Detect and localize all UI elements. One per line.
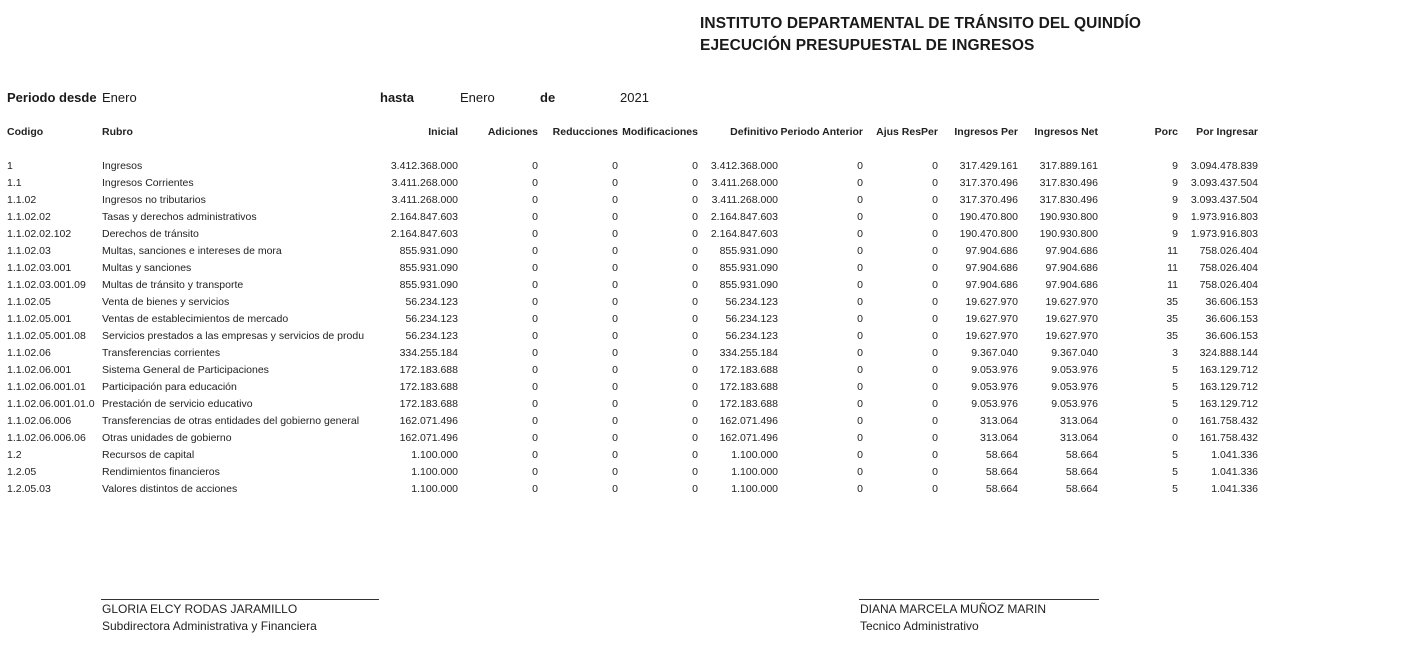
- cell-adiciones: 0: [532, 194, 538, 206]
- cell-ingresos-net: 19.627.970: [1045, 313, 1098, 325]
- cell-codigo: 1.1.02.06: [7, 347, 51, 359]
- cell-modificaciones: 0: [692, 160, 698, 172]
- cell-ingresos-per: 317.370.496: [959, 194, 1018, 206]
- cell-porc: 5: [1172, 398, 1178, 410]
- cell-modificaciones: 0: [692, 279, 698, 291]
- cell-periodo-anterior: 0: [857, 415, 863, 427]
- cell-inicial: 2.164.847.603: [390, 211, 458, 223]
- cell-por-ingresar: 324.888.144: [1199, 347, 1258, 359]
- cell-modificaciones: 0: [692, 398, 698, 410]
- cell-modificaciones: 0: [692, 381, 698, 393]
- cell-rubro: Valores distintos de acciones: [102, 483, 238, 495]
- cell-reducciones: 0: [612, 279, 618, 291]
- cell-rubro: Rendimientos financieros: [102, 466, 220, 478]
- cell-definitivo: 56.234.123: [725, 313, 778, 325]
- column-header-ingresos-net: Ingresos Net: [1034, 126, 1098, 138]
- cell-ingresos-net: 58.664: [1065, 449, 1098, 461]
- period-from-label: Periodo desde: [7, 90, 97, 105]
- period-from-value: Enero: [102, 90, 137, 105]
- column-header-inicial: Inicial: [428, 126, 458, 138]
- cell-rubro: Multas, sanciones e intereses de mora: [102, 245, 282, 257]
- cell-codigo: 1.1.02.06.001: [7, 364, 72, 376]
- cell-reducciones: 0: [612, 466, 618, 478]
- signature-line-right: [859, 599, 1099, 600]
- cell-ingresos-net: 190.930.800: [1039, 228, 1098, 240]
- cell-ajus-resper: 0: [932, 211, 938, 223]
- cell-rubro: Venta de bienes y servicios: [102, 296, 230, 308]
- cell-codigo: 1.1: [7, 177, 22, 189]
- cell-reducciones: 0: [612, 381, 618, 393]
- cell-inicial: 334.255.184: [399, 347, 458, 359]
- cell-adiciones: 0: [532, 313, 538, 325]
- cell-porc: 11: [1167, 245, 1178, 257]
- cell-ajus-resper: 0: [932, 466, 938, 478]
- cell-inicial: 3.411.268.000: [391, 194, 458, 206]
- cell-rubro: Tasas y derechos administrativos: [102, 211, 257, 223]
- cell-inicial: 162.071.496: [399, 432, 458, 444]
- cell-ingresos-net: 317.889.161: [1039, 160, 1098, 172]
- cell-por-ingresar: 3.093.437.504: [1190, 177, 1258, 189]
- cell-ajus-resper: 0: [932, 415, 938, 427]
- cell-inicial: 56.234.123: [405, 330, 458, 342]
- cell-inicial: 855.931.090: [399, 245, 458, 257]
- cell-inicial: 172.183.688: [399, 364, 458, 376]
- cell-rubro: Derechos de tránsito: [102, 228, 199, 240]
- cell-reducciones: 0: [612, 364, 618, 376]
- cell-ingresos-net: 97.904.686: [1045, 245, 1098, 257]
- cell-rubro: Servicios prestados a las empresas y servicios de produ: [102, 330, 365, 342]
- institution-name: INSTITUTO DEPARTAMENTAL DE TRÁNSITO DEL QUINDÍO: [700, 15, 1142, 32]
- cell-ajus-resper: 0: [932, 432, 938, 444]
- cell-adiciones: 0: [532, 228, 538, 240]
- cell-modificaciones: 0: [692, 245, 698, 257]
- cell-ajus-resper: 0: [932, 160, 938, 172]
- cell-ajus-resper: 0: [932, 330, 938, 342]
- cell-periodo-anterior: 0: [857, 194, 863, 206]
- cell-por-ingresar: 36.606.153: [1205, 313, 1258, 325]
- cell-ingresos-net: 9.053.976: [1051, 398, 1098, 410]
- cell-ingresos-per: 19.627.970: [965, 313, 1018, 325]
- cell-porc: 0: [1172, 415, 1178, 427]
- cell-inicial: 855.931.090: [399, 279, 458, 291]
- cell-codigo: 1.1.02.05: [7, 296, 51, 308]
- column-header-definitivo: Definitivo: [730, 126, 778, 138]
- cell-adiciones: 0: [532, 432, 538, 444]
- cell-porc: 0: [1172, 432, 1178, 444]
- cell-ingresos-net: 313.064: [1060, 432, 1098, 444]
- cell-ingresos-per: 317.429.161: [959, 160, 1018, 172]
- cell-adiciones: 0: [532, 296, 538, 308]
- cell-codigo: 1.1.02.02.102: [7, 228, 72, 240]
- cell-por-ingresar: 161.758.432: [1199, 432, 1258, 444]
- cell-por-ingresar: 758.026.404: [1199, 245, 1258, 257]
- cell-adiciones: 0: [532, 364, 538, 376]
- cell-ajus-resper: 0: [932, 398, 938, 410]
- signer-name-right: DIANA MARCELA MUÑOZ MARIN: [860, 602, 1047, 616]
- cell-ingresos-net: 19.627.970: [1045, 330, 1098, 342]
- cell-ajus-resper: 0: [932, 279, 938, 291]
- column-header-modificaciones: Modificaciones: [622, 126, 698, 138]
- cell-por-ingresar: 1.041.336: [1211, 449, 1258, 461]
- cell-ajus-resper: 0: [932, 449, 938, 461]
- cell-reducciones: 0: [612, 245, 618, 257]
- column-header-codigo: Codigo: [7, 126, 44, 138]
- cell-ingresos-per: 97.904.686: [965, 279, 1018, 291]
- period-year-label: de: [540, 90, 556, 105]
- cell-porc: 3: [1172, 347, 1178, 359]
- period-year-value: 2021: [620, 90, 649, 105]
- cell-inicial: 1.100.000: [411, 466, 458, 478]
- cell-ingresos-net: 317.830.496: [1039, 177, 1098, 189]
- column-header-reducciones: Reducciones: [552, 126, 618, 138]
- cell-modificaciones: 0: [692, 211, 698, 223]
- cell-definitivo: 855.931.090: [719, 262, 778, 274]
- cell-modificaciones: 0: [692, 466, 698, 478]
- cell-por-ingresar: 163.129.712: [1199, 398, 1258, 410]
- cell-inicial: 172.183.688: [399, 381, 458, 393]
- cell-ingresos-per: 317.370.496: [959, 177, 1018, 189]
- cell-ajus-resper: 0: [932, 364, 938, 376]
- cell-ingresos-per: 9.367.040: [971, 347, 1018, 359]
- cell-codigo: 1.1.02.06.001.01: [7, 381, 86, 393]
- cell-ingresos-per: 97.904.686: [965, 245, 1018, 257]
- cell-ingresos-per: 313.064: [980, 432, 1018, 444]
- cell-adiciones: 0: [532, 279, 538, 291]
- cell-definitivo: 56.234.123: [725, 330, 778, 342]
- cell-adiciones: 0: [532, 330, 538, 342]
- cell-ingresos-net: 97.904.686: [1045, 279, 1098, 291]
- cell-porc: 9: [1172, 194, 1178, 206]
- cell-periodo-anterior: 0: [857, 398, 863, 410]
- cell-codigo: 1.1.02.06.006.06: [7, 432, 86, 444]
- cell-ingresos-per: 9.053.976: [971, 398, 1018, 410]
- cell-adiciones: 0: [532, 211, 538, 223]
- cell-adiciones: 0: [532, 449, 538, 461]
- cell-codigo: 1.1.02.06.006: [7, 415, 72, 427]
- column-header-periodo-anterior: Periodo Anterior: [780, 126, 863, 138]
- cell-por-ingresar: 163.129.712: [1199, 364, 1258, 376]
- cell-ajus-resper: 0: [932, 381, 938, 393]
- cell-definitivo: 3.412.368.000: [710, 160, 778, 172]
- cell-por-ingresar: 36.606.153: [1205, 330, 1258, 342]
- cell-definitivo: 162.071.496: [719, 415, 778, 427]
- cell-codigo: 1.1.02.03.001: [7, 262, 72, 274]
- cell-inicial: 56.234.123: [405, 296, 458, 308]
- cell-ajus-resper: 0: [932, 347, 938, 359]
- cell-reducciones: 0: [612, 262, 618, 274]
- cell-porc: 9: [1172, 228, 1178, 240]
- cell-codigo: 1.1.02.05.001: [7, 313, 72, 325]
- cell-definitivo: 172.183.688: [719, 398, 778, 410]
- cell-adiciones: 0: [532, 415, 538, 427]
- cell-reducciones: 0: [612, 330, 618, 342]
- cell-ingresos-per: 58.664: [985, 466, 1018, 478]
- cell-reducciones: 0: [612, 449, 618, 461]
- cell-porc: 35: [1166, 296, 1178, 308]
- cell-porc: 5: [1172, 483, 1178, 495]
- cell-reducciones: 0: [612, 398, 618, 410]
- cell-periodo-anterior: 0: [857, 228, 863, 240]
- cell-reducciones: 0: [612, 194, 618, 206]
- cell-codigo: 1.2: [7, 449, 22, 461]
- cell-definitivo: 1.100.000: [731, 449, 778, 461]
- cell-rubro: Recursos de capital: [102, 449, 195, 461]
- cell-ajus-resper: 0: [932, 194, 938, 206]
- cell-inicial: 2.164.847.603: [390, 228, 458, 240]
- cell-codigo: 1.1.02.05.001.08: [7, 330, 86, 342]
- cell-ingresos-per: 58.664: [985, 483, 1018, 495]
- cell-definitivo: 1.100.000: [731, 483, 778, 495]
- cell-periodo-anterior: 0: [857, 296, 863, 308]
- cell-rubro: Ingresos: [102, 160, 143, 172]
- period-to-label: hasta: [380, 90, 414, 105]
- cell-periodo-anterior: 0: [857, 449, 863, 461]
- column-header-por-ingresar: Por Ingresar: [1196, 126, 1258, 138]
- cell-por-ingresar: 758.026.404: [1199, 279, 1258, 291]
- cell-ingresos-net: 9.367.040: [1051, 347, 1098, 359]
- cell-reducciones: 0: [612, 211, 618, 223]
- cell-rubro: Multas de tránsito y transporte: [102, 279, 244, 291]
- cell-ingresos-per: 19.627.970: [965, 296, 1018, 308]
- cell-periodo-anterior: 0: [857, 313, 863, 325]
- cell-porc: 35: [1166, 313, 1178, 325]
- column-header-ajus-resper: Ajus ResPer: [876, 126, 938, 138]
- cell-por-ingresar: 1.041.336: [1211, 466, 1258, 478]
- cell-adiciones: 0: [532, 466, 538, 478]
- cell-por-ingresar: 163.129.712: [1199, 381, 1258, 393]
- cell-porc: 5: [1172, 466, 1178, 478]
- cell-por-ingresar: 1.973.916.803: [1190, 211, 1258, 223]
- cell-por-ingresar: 36.606.153: [1205, 296, 1258, 308]
- cell-ingresos-net: 58.664: [1065, 483, 1098, 495]
- cell-ingresos-net: 313.064: [1060, 415, 1098, 427]
- cell-ajus-resper: 0: [932, 245, 938, 257]
- cell-ajus-resper: 0: [932, 313, 938, 325]
- cell-modificaciones: 0: [692, 449, 698, 461]
- cell-reducciones: 0: [612, 296, 618, 308]
- cell-ingresos-per: 19.627.970: [965, 330, 1018, 342]
- cell-ingresos-net: 9.053.976: [1051, 364, 1098, 376]
- cell-definitivo: 1.100.000: [731, 466, 778, 478]
- cell-periodo-anterior: 0: [857, 160, 863, 172]
- cell-reducciones: 0: [612, 313, 618, 325]
- cell-periodo-anterior: 0: [857, 177, 863, 189]
- cell-modificaciones: 0: [692, 483, 698, 495]
- cell-por-ingresar: 758.026.404: [1199, 262, 1258, 274]
- signer-role-left: Subdirectora Administrativa y Financiera: [102, 619, 317, 633]
- cell-adiciones: 0: [532, 160, 538, 172]
- signer-name-left: GLORIA ELCY RODAS JARAMILLO: [102, 602, 298, 616]
- cell-porc: 9: [1172, 160, 1178, 172]
- column-header-porc: Porc: [1154, 126, 1178, 138]
- cell-inicial: 1.100.000: [411, 483, 458, 495]
- cell-rubro: Participación para educación: [102, 381, 237, 393]
- cell-codigo: 1.1.02.03: [7, 245, 51, 257]
- cell-porc: 11: [1167, 262, 1178, 274]
- cell-ingresos-per: 190.470.800: [959, 211, 1018, 223]
- cell-ajus-resper: 0: [932, 228, 938, 240]
- cell-modificaciones: 0: [692, 262, 698, 274]
- cell-rubro: Otras unidades de gobierno: [102, 432, 232, 444]
- cell-reducciones: 0: [612, 347, 618, 359]
- cell-inicial: 56.234.123: [405, 313, 458, 325]
- cell-ingresos-net: 190.930.800: [1039, 211, 1098, 223]
- cell-ajus-resper: 0: [932, 483, 938, 495]
- cell-ingresos-per: 9.053.976: [971, 364, 1018, 376]
- cell-periodo-anterior: 0: [857, 211, 863, 223]
- cell-inicial: 855.931.090: [399, 262, 458, 274]
- cell-por-ingresar: 161.758.432: [1199, 415, 1258, 427]
- column-header-rubro: Rubro: [102, 126, 133, 138]
- cell-modificaciones: 0: [692, 415, 698, 427]
- cell-ajus-resper: 0: [932, 177, 938, 189]
- cell-inicial: 1.100.000: [411, 449, 458, 461]
- cell-ingresos-net: 9.053.976: [1051, 381, 1098, 393]
- cell-adiciones: 0: [532, 245, 538, 257]
- signer-role-right: Tecnico Administrativo: [860, 619, 979, 633]
- cell-ingresos-per: 58.664: [985, 449, 1018, 461]
- cell-periodo-anterior: 0: [857, 330, 863, 342]
- cell-inicial: 172.183.688: [399, 398, 458, 410]
- cell-periodo-anterior: 0: [857, 347, 863, 359]
- cell-reducciones: 0: [612, 177, 618, 189]
- cell-reducciones: 0: [612, 160, 618, 172]
- cell-porc: 9: [1172, 211, 1178, 223]
- cell-adiciones: 0: [532, 347, 538, 359]
- cell-ingresos-per: 9.053.976: [971, 381, 1018, 393]
- cell-definitivo: 2.164.847.603: [710, 228, 778, 240]
- cell-por-ingresar: 1.041.336: [1211, 483, 1258, 495]
- report-title: [700, 13, 1141, 57]
- cell-porc: 35: [1166, 330, 1178, 342]
- cell-porc: 5: [1172, 381, 1178, 393]
- cell-ingresos-net: 97.904.686: [1045, 262, 1098, 274]
- cell-periodo-anterior: 0: [857, 483, 863, 495]
- cell-ingresos-net: 19.627.970: [1045, 296, 1098, 308]
- cell-ingresos-net: 58.664: [1065, 466, 1098, 478]
- cell-definitivo: 855.931.090: [719, 279, 778, 291]
- cell-modificaciones: 0: [692, 432, 698, 444]
- cell-modificaciones: 0: [692, 330, 698, 342]
- cell-definitivo: 2.164.847.603: [710, 211, 778, 223]
- cell-ingresos-per: 190.470.800: [959, 228, 1018, 240]
- cell-periodo-anterior: 0: [857, 432, 863, 444]
- cell-codigo: 1.1.02.02: [7, 211, 51, 223]
- cell-rubro: Ventas de establecimientos de mercado: [102, 313, 289, 325]
- cell-reducciones: 0: [612, 228, 618, 240]
- cell-modificaciones: 0: [692, 364, 698, 376]
- cell-rubro: Ingresos no tributarios: [102, 194, 206, 206]
- cell-ingresos-net: 317.830.496: [1039, 194, 1098, 206]
- cell-ingresos-per: 97.904.686: [965, 262, 1018, 274]
- cell-periodo-anterior: 0: [857, 364, 863, 376]
- cell-por-ingresar: 1.973.916.803: [1190, 228, 1258, 240]
- cell-reducciones: 0: [612, 415, 618, 427]
- cell-reducciones: 0: [612, 432, 618, 444]
- cell-modificaciones: 0: [692, 347, 698, 359]
- cell-codigo: 1.2.05.03: [7, 483, 51, 495]
- cell-definitivo: 172.183.688: [719, 364, 778, 376]
- cell-modificaciones: 0: [692, 177, 698, 189]
- cell-porc: 11: [1167, 279, 1178, 291]
- cell-adiciones: 0: [532, 262, 538, 274]
- cell-adiciones: 0: [532, 483, 538, 495]
- cell-rubro: Transferencias de otras entidades del gobierno general: [102, 415, 360, 427]
- cell-inicial: 3.411.268.000: [391, 177, 458, 189]
- cell-adiciones: 0: [532, 381, 538, 393]
- cell-periodo-anterior: 0: [857, 262, 863, 274]
- cell-por-ingresar: 3.094.478.839: [1190, 160, 1258, 172]
- cell-adiciones: 0: [532, 398, 538, 410]
- cell-definitivo: 56.234.123: [725, 296, 778, 308]
- cell-definitivo: 3.411.268.000: [711, 194, 778, 206]
- cell-codigo: 1.1.02: [7, 194, 37, 206]
- cell-modificaciones: 0: [692, 296, 698, 308]
- cell-rubro: Sistema General de Participaciones: [102, 364, 269, 376]
- cell-modificaciones: 0: [692, 194, 698, 206]
- column-header-adiciones: Adiciones: [487, 126, 538, 138]
- cell-definitivo: 162.071.496: [719, 432, 778, 444]
- cell-ajus-resper: 0: [932, 262, 938, 274]
- cell-rubro: Ingresos Corrientes: [102, 177, 194, 189]
- cell-codigo: 1.1.02.06.001.01.0: [7, 398, 95, 410]
- cell-rubro: Prestación de servicio educativo: [102, 398, 253, 410]
- cell-reducciones: 0: [612, 483, 618, 495]
- cell-periodo-anterior: 0: [857, 279, 863, 291]
- cell-definitivo: 172.183.688: [719, 381, 778, 393]
- cell-definitivo: 855.931.090: [719, 245, 778, 257]
- cell-adiciones: 0: [532, 177, 538, 189]
- cell-inicial: 3.412.368.000: [390, 160, 458, 172]
- signature-line-left: [101, 599, 379, 600]
- cell-periodo-anterior: 0: [857, 381, 863, 393]
- report-name: EJECUCIÓN PRESUPUESTAL DE INGRESOS: [700, 37, 1035, 54]
- cell-codigo: 1: [7, 160, 13, 172]
- cell-porc: 9: [1172, 177, 1178, 189]
- cell-inicial: 162.071.496: [399, 415, 458, 427]
- cell-porc: 5: [1172, 449, 1178, 461]
- cell-codigo: 1.1.02.03.001.09: [7, 279, 86, 291]
- cell-rubro: Transferencias corrientes: [102, 347, 221, 359]
- cell-codigo: 1.2.05: [7, 466, 37, 478]
- column-header-ingresos-per: Ingresos Per: [954, 126, 1018, 138]
- cell-periodo-anterior: 0: [857, 245, 863, 257]
- cell-ajus-resper: 0: [932, 296, 938, 308]
- cell-definitivo: 3.411.268.000: [711, 177, 778, 189]
- cell-ingresos-per: 313.064: [980, 415, 1018, 427]
- cell-modificaciones: 0: [692, 228, 698, 240]
- cell-por-ingresar: 3.093.437.504: [1190, 194, 1258, 206]
- cell-rubro: Multas y sanciones: [102, 262, 192, 274]
- cell-periodo-anterior: 0: [857, 466, 863, 478]
- cell-porc: 5: [1172, 364, 1178, 376]
- cell-definitivo: 334.255.184: [719, 347, 778, 359]
- cell-modificaciones: 0: [692, 313, 698, 325]
- period-to-value: Enero: [460, 90, 495, 105]
